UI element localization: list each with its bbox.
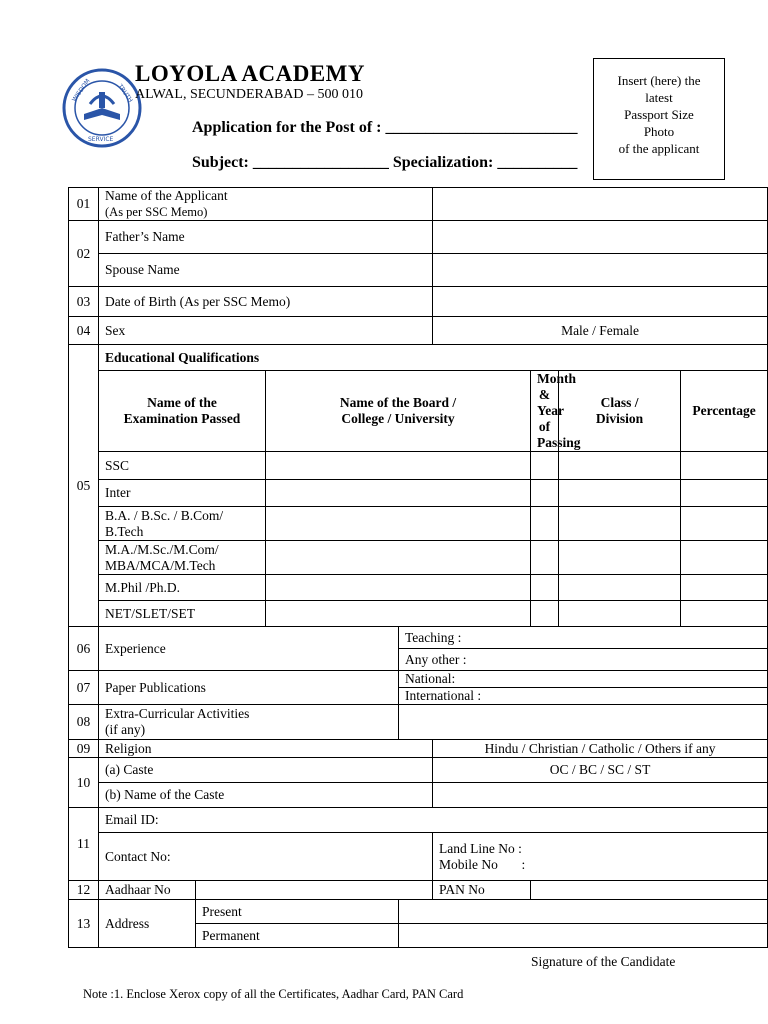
class-field[interactable]	[559, 575, 681, 601]
publications-international[interactable]: International :	[399, 688, 768, 705]
row-email	[69, 808, 768, 833]
aadhaar-field[interactable]	[196, 881, 433, 900]
contact-numbers[interactable]	[433, 833, 768, 881]
row-sex	[69, 317, 768, 345]
sex-label: Sex	[99, 317, 433, 345]
row-spouse-name	[69, 254, 768, 287]
class-field[interactable]	[559, 480, 681, 507]
row-extra-curricular	[69, 705, 768, 740]
class-field[interactable]	[559, 601, 681, 627]
applicant-name-label: Name of the Applicant (As per SSC Memo)	[99, 188, 433, 221]
education-row	[69, 575, 768, 601]
spouse-name-label: Spouse Name	[99, 254, 433, 287]
address-permanent-label: Permanent	[196, 924, 399, 948]
photo-instruction-1: Insert (here) the	[617, 73, 701, 88]
col-percentage: Percentage	[681, 371, 768, 452]
row-date-of-birth	[69, 287, 768, 317]
row-caste-name	[69, 783, 768, 808]
exam-name: B.A. / B.Sc. / B.Com/ B.Tech	[99, 507, 266, 541]
caste-name-label: (b) Name of the Caste	[99, 783, 433, 808]
percentage-field[interactable]	[681, 575, 768, 601]
row-number: 03	[69, 287, 99, 317]
photo-instruction-4: Photo	[643, 124, 675, 139]
percentage-field[interactable]	[681, 541, 768, 575]
address-present-label: Present	[196, 900, 399, 924]
row-number: 04	[69, 317, 99, 345]
passing-field[interactable]	[531, 480, 559, 507]
row-number: 12	[69, 881, 99, 900]
education-heading: Educational Qualifications	[99, 345, 768, 371]
class-field[interactable]	[559, 541, 681, 575]
post-applied-line[interactable]: Application for the Post of : ________________________	[192, 119, 578, 136]
row-number: 09	[69, 740, 99, 758]
pan-label: PAN No	[433, 881, 531, 900]
extra-curricular-field[interactable]	[399, 705, 768, 740]
dob-label: Date of Birth (As per SSC Memo)	[99, 287, 433, 317]
publications-label: Paper Publications	[99, 671, 399, 705]
email-field[interactable]: Email ID:	[99, 808, 768, 833]
logo-word-truth: TRUTH	[116, 83, 134, 104]
institution-address: ALWAL, SECUNDERABAD – 500 010	[135, 87, 364, 102]
photo-box[interactable]	[593, 58, 725, 180]
row-education-heading	[69, 345, 768, 371]
row-applicant-name	[69, 188, 768, 221]
passing-field[interactable]	[531, 601, 559, 627]
address-label: Address	[99, 900, 196, 948]
class-field[interactable]	[559, 452, 681, 480]
row-number: 07	[69, 671, 99, 705]
signature-label: Signature of the Candidate	[531, 954, 676, 969]
row-number: 10	[69, 758, 99, 808]
caste-label: (a) Caste	[99, 758, 433, 783]
religion-label: Religion	[99, 740, 433, 758]
row-address-present	[69, 900, 768, 924]
subject-specialization-line[interactable]: Subject: _________________ Specialization: __________	[192, 154, 578, 171]
address-permanent-field[interactable]	[399, 924, 768, 948]
row-number: 01	[69, 188, 99, 221]
applicant-name-field[interactable]	[433, 188, 768, 221]
row-number: 11	[69, 808, 99, 881]
education-row	[69, 507, 768, 541]
row-caste	[69, 758, 768, 783]
aadhaar-label: Aadhaar No	[99, 881, 196, 900]
exam-name: M.Phil /Ph.D.	[99, 575, 266, 601]
logo-word-wisdom: WISDOM	[70, 77, 92, 104]
col-class-division: Class / Division	[559, 371, 681, 452]
academy-logo-seal	[62, 68, 142, 148]
contact-label: Contact No:	[99, 833, 433, 881]
experience-teaching[interactable]: Teaching :	[399, 627, 768, 649]
institution-title: LOYOLA ACADEMY	[135, 61, 365, 86]
row-number: 08	[69, 705, 99, 740]
experience-other[interactable]: Any other :	[399, 649, 768, 671]
exam-name: Inter	[99, 480, 266, 507]
col-exam-name: Name of the Examination Passed	[99, 371, 266, 452]
percentage-field[interactable]	[681, 452, 768, 480]
row-number: 05	[69, 345, 99, 627]
note-text: Note :1. Enclose Xerox copy of all the Certificates, Aadhar Card, PAN Card	[83, 987, 464, 1001]
board-field[interactable]	[266, 541, 531, 575]
exam-name: NET/SLET/SET	[99, 601, 266, 627]
board-field[interactable]	[266, 575, 531, 601]
board-field[interactable]	[266, 480, 531, 507]
row-number: 06	[69, 627, 99, 671]
col-month-year: Month & Year of Passing	[531, 371, 559, 452]
mobile-label: Mobile No :	[439, 856, 526, 872]
percentage-field[interactable]	[681, 507, 768, 541]
passing-field[interactable]	[531, 452, 559, 480]
spouse-name-field[interactable]	[433, 254, 768, 287]
passing-field[interactable]	[531, 507, 559, 541]
percentage-field[interactable]	[681, 601, 768, 627]
sex-options[interactable]: Male / Female	[433, 317, 768, 345]
board-field[interactable]	[266, 452, 531, 480]
class-field[interactable]	[559, 507, 681, 541]
photo-instruction-5: of the applicant	[618, 141, 700, 156]
religion-options[interactable]: Hindu / Christian / Catholic / Others if any	[433, 740, 768, 758]
photo-instruction-2: latest	[645, 90, 673, 105]
education-row	[69, 601, 768, 627]
education-row	[69, 480, 768, 507]
board-field[interactable]	[266, 507, 531, 541]
dob-field[interactable]	[433, 287, 768, 317]
exam-name: M.A./M.Sc./M.Com/ MBA/MCA/M.Tech	[99, 541, 266, 575]
board-field[interactable]	[266, 601, 531, 627]
application-form-table	[68, 187, 768, 948]
row-experience	[69, 627, 768, 649]
caste-name-field[interactable]	[433, 783, 768, 808]
photo-instruction-3: Passport Size	[624, 107, 694, 122]
row-number: 13	[69, 900, 99, 948]
row-father-name	[69, 221, 768, 254]
father-name-field[interactable]	[433, 221, 768, 254]
publications-national[interactable]: National:	[399, 671, 768, 688]
row-aadhaar-pan	[69, 881, 768, 900]
percentage-field[interactable]	[681, 480, 768, 507]
exam-name: SSC	[99, 452, 266, 480]
row-contact	[69, 833, 768, 881]
landline-label: Land Line No :	[439, 840, 522, 856]
logo-word-service: SERVICE	[88, 136, 114, 143]
passing-field[interactable]	[531, 575, 559, 601]
row-religion	[69, 740, 768, 758]
col-board-college: Name of the Board / College / University	[266, 371, 531, 452]
caste-options[interactable]: OC / BC / SC / ST	[433, 758, 768, 783]
row-number: 02	[69, 221, 99, 287]
experience-label: Experience	[99, 627, 399, 671]
education-header-row	[69, 371, 768, 452]
education-row	[69, 541, 768, 575]
row-publications	[69, 671, 768, 688]
address-present-field[interactable]	[399, 900, 768, 924]
education-row	[69, 452, 768, 480]
extra-curricular-label: Extra-Curricular Activities (if any)	[99, 705, 399, 740]
father-name-label: Father’s Name	[99, 221, 433, 254]
passing-field[interactable]	[531, 541, 559, 575]
pan-field[interactable]	[531, 881, 768, 900]
